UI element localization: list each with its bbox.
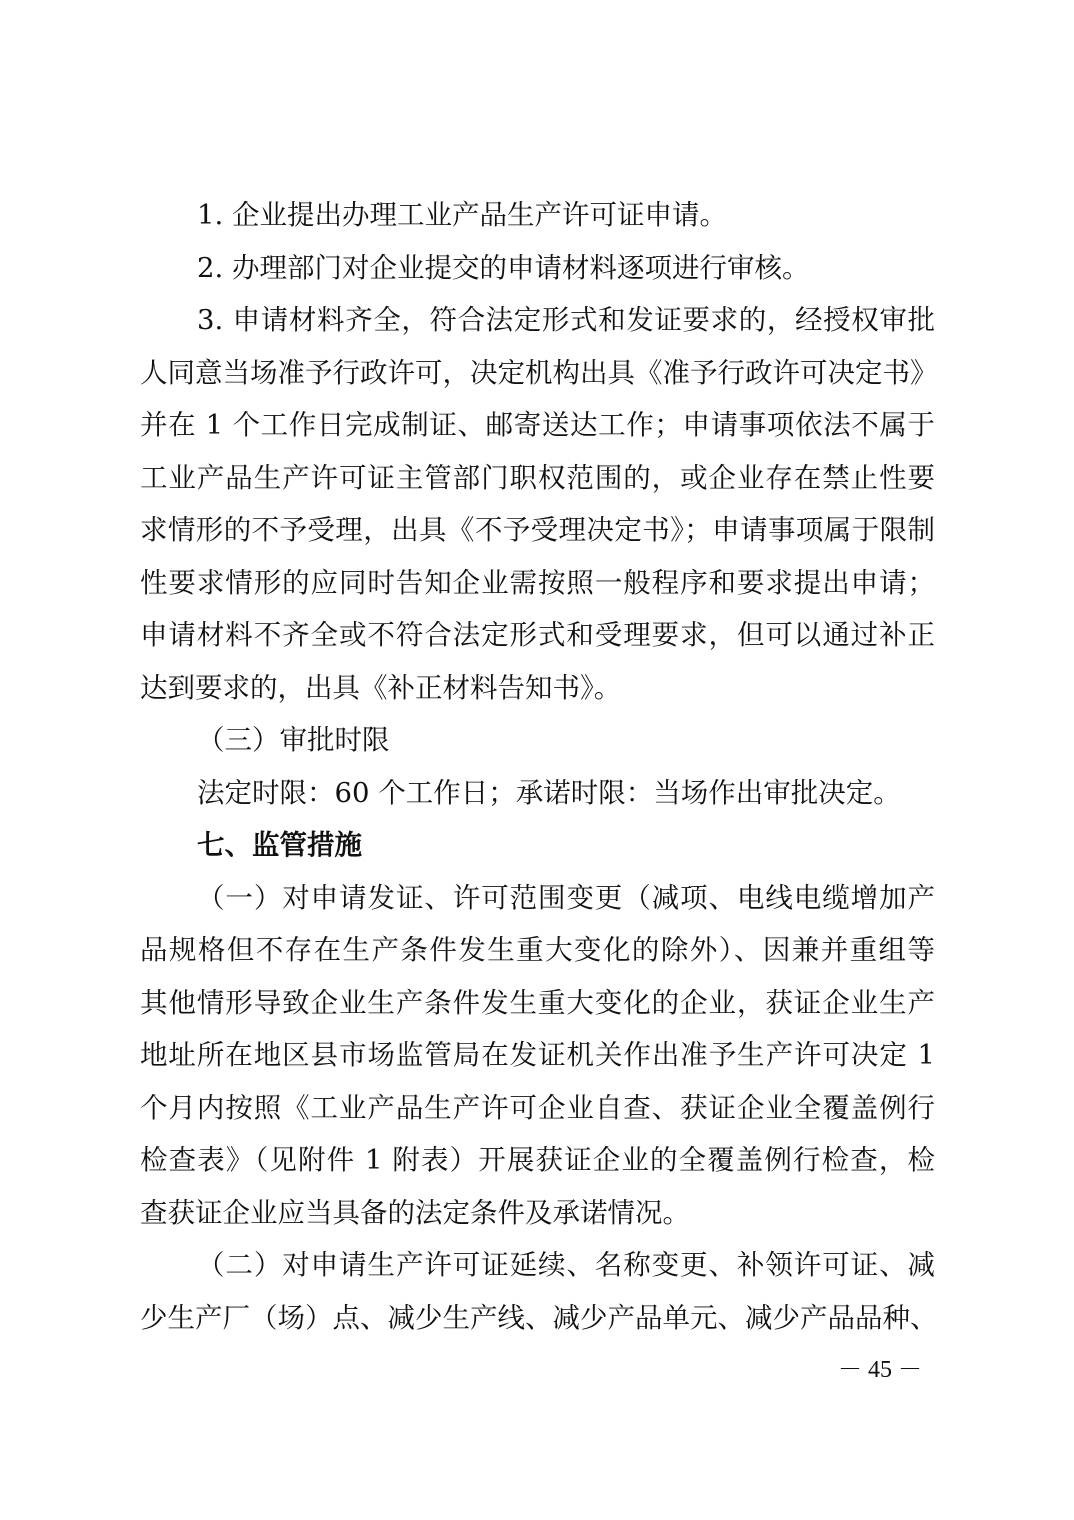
paragraph-line: 性要求情形的应同时告知企业需按照一般程序和要求提出申请； <box>140 566 935 599</box>
paragraph-line: （二）对申请生产许可证延续、名称变更、补领许可证、减 <box>197 1249 935 1281</box>
paragraph-line: 达到要求的，出具《补正材料告知书》。 <box>140 671 622 704</box>
paragraph-line: 检查表》（见附件 1 附表）开展获证企业的全覆盖例行检查，检 <box>140 1144 935 1176</box>
paragraph-line: 其他情形导致企业生产条件发生重大变化的企业，获证企业生产 <box>140 986 935 1019</box>
paragraph-line: 申请材料不齐全或不符合法定形式和受理要求，但可以通过补正 <box>140 619 935 651</box>
paragraph-line: 品规格但不存在生产条件发生重大变化的除外）、因兼并重组等 <box>140 934 935 966</box>
list-item-2: 2. 办理部门对企业提交的申请材料逐项进行审核。 <box>197 251 810 284</box>
list-item-1: 1. 企业提出办理工业产品生产许可证申请。 <box>197 199 727 231</box>
document-body <box>140 189 938 1344</box>
paragraph-line: 地址所在地区县市场监管局在发证机关作出准予生产许可决定 1 <box>140 1039 935 1071</box>
paragraph-line: 查获证企业应当具备的法定条件及承诺情况。 <box>140 1196 690 1229</box>
list-item-3: 3. 申请材料齐全，符合法定形式和发证要求的，经授权审批 <box>197 304 935 336</box>
paragraph-line: （一）对申请发证、许可范围变更（减项、电线电缆增加产 <box>197 881 935 914</box>
paragraph-line: 并在 1 个工作日完成制证、邮寄送达工作；申请事项依法不属于 <box>140 409 935 441</box>
paragraph-line: 工业产品生产许可证主管部门职权范围的，或企业存在禁止性要 <box>140 461 935 494</box>
section-heading-supervision: 七、监管措施 <box>197 829 362 861</box>
paragraph-line: 人同意当场准予行政许可，决定机构出具《准予行政许可决定书》 <box>140 356 938 389</box>
page-number: － 45 － <box>838 1357 922 1383</box>
paragraph-line: 个月内按照《工业产品生产许可企业自查、获证企业全覆盖例行 <box>140 1091 935 1124</box>
paragraph-line: 求情形的不予受理，出具《不予受理决定书》；申请事项属于限制 <box>140 514 935 546</box>
subheading-approval-time-limit: （三）审批时限 <box>197 724 390 756</box>
paragraph-line: 法定时限：60 个工作日；承诺时限：当场作出审批决定。 <box>197 776 901 809</box>
paragraph-line: 少生产厂（场）点、减少生产线、减少产品单元、减少产品品种、 <box>140 1301 938 1334</box>
